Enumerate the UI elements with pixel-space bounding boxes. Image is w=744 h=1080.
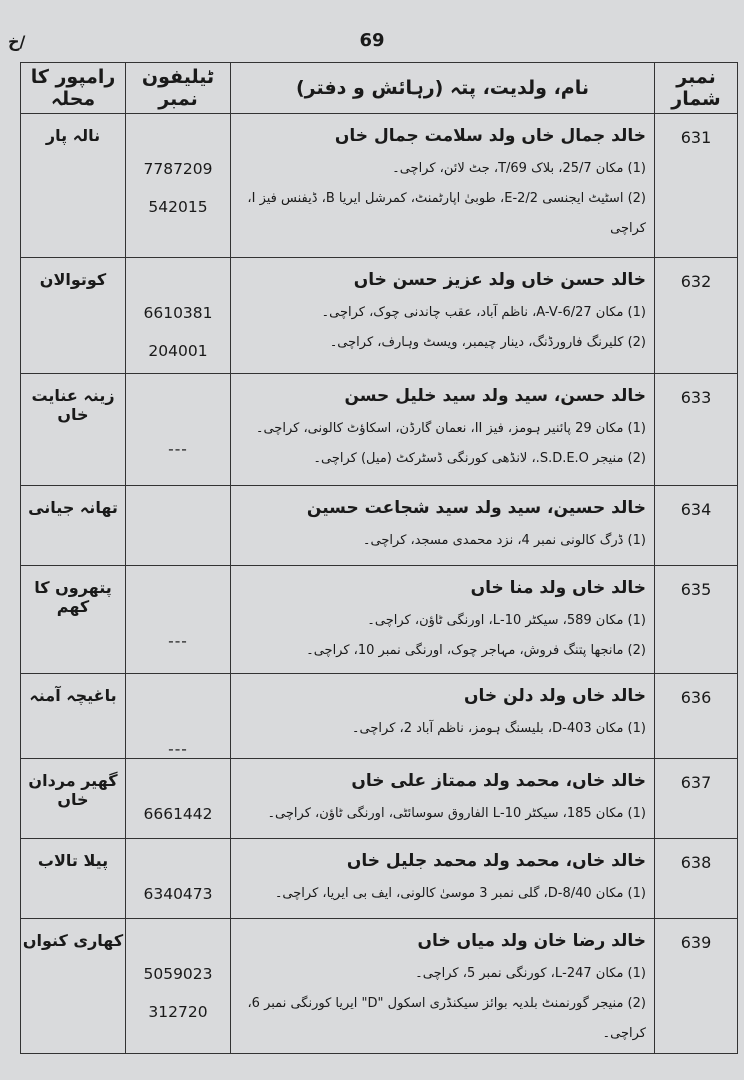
phone-cell (126, 839, 231, 919)
area-name: گھیر مردان خاں (21, 759, 126, 839)
table-row (21, 674, 738, 759)
header-serial: نمبر شمار (655, 63, 738, 114)
phone-number: 204001 (148, 342, 208, 360)
address-line: (1) مکان 6/27-A-V، ناظم آباد، عقب چاندنی چوک، کراچی۔ (321, 305, 646, 320)
phone-number: 5059023 (143, 965, 213, 983)
address-line: (2) اسٹیٹ ایجنسی 2/2-E، طوبیٰ اپارٹمنٹ، کمرشل ایریا B، ڈیفنس فیز I، کراچی (247, 191, 646, 236)
address-line: (1) مکان 185، سیکٹر 10-L الفاروق سوسائٹی، اورنگی ٹاؤن، کراچی۔ (267, 806, 646, 821)
area-name: تھانہ جیانی (21, 486, 126, 566)
phone-number: 6661442 (143, 805, 213, 823)
phone-cell (126, 919, 231, 1054)
serial-number: 638 (655, 839, 738, 919)
name-address-cell (231, 566, 655, 674)
address-line: (1) مکان 247-L، کورنگی نمبر 5، کراچی۔ (415, 966, 646, 981)
area-name: پیلا تالاب (21, 839, 126, 919)
table-row (21, 566, 738, 674)
serial-number: 633 (655, 374, 738, 486)
entry-name: خالد خاں، محمد ولد ممتاز علی خاں (351, 771, 646, 791)
area-name: کوتوالان (21, 258, 126, 374)
name-address-cell (231, 258, 655, 374)
entry-name: خالد رضا خان ولد میاں خاں (417, 931, 646, 951)
address-line: (1) مکان 8/40-D، گلی نمبر 3 موسیٰ کالونی، ایف بی ایریا، کراچی۔ (274, 886, 646, 901)
phone-cell (126, 759, 231, 839)
area-name: کھاری کنواں (21, 919, 126, 1054)
phone-cell (126, 114, 231, 258)
phone-number: 6340473 (143, 885, 213, 903)
serial-number: 637 (655, 759, 738, 839)
entry-name: خالد جمال خاں ولد سلامت جمال خاں (334, 126, 646, 146)
area-name: پتھروں کا کھم (21, 566, 126, 674)
serial-number: 635 (655, 566, 738, 674)
entry-name: خالد خاں ولد منا خاں (470, 578, 646, 598)
serial-number: 632 (655, 258, 738, 374)
phone-cell (126, 566, 231, 674)
address-line: (1) مکان 589، سیکٹر 10-L، اورنگی ٹاؤن، کراچی۔ (367, 613, 646, 628)
phone-number: --- (168, 440, 188, 458)
table-row (21, 919, 738, 1054)
table-row (21, 374, 738, 486)
name-address-cell (231, 759, 655, 839)
name-address-cell (231, 374, 655, 486)
entry-name: خالد خاں ولد دلن خاں (464, 686, 646, 706)
registry-table (20, 62, 738, 1054)
serial-number: 636 (655, 674, 738, 759)
phone-number: --- (168, 740, 188, 758)
address-line: (1) ڈرگ کالونی نمبر 4، نزد محمدی مسجد، کراچی۔ (362, 533, 646, 548)
name-address-cell (231, 839, 655, 919)
name-address-cell (231, 674, 655, 759)
entry-name: خالد حسن خاں ولد عزیز حسن خاں (353, 270, 646, 290)
area-name: نالہ پار (21, 114, 126, 258)
phone-cell (126, 486, 231, 566)
address-line: (1) مکان 403-D، بلیسنگ ہومز، ناظم آباد 2، کراچی۔ (351, 721, 646, 736)
address-line: (2) مانجھا پتنگ فروش، مہاجر چوک، اورنگی نمبر 10، کراچی۔ (306, 643, 646, 658)
phone-number: 7787209 (143, 160, 213, 178)
serial-number: 631 (655, 114, 738, 258)
name-address-cell (231, 114, 655, 258)
phone-number: --- (168, 632, 188, 650)
address-line: (2) منیجر S.D.E.O.، لانڈھی کورنگی ڈسٹرکٹ (میل) کراچی۔ (313, 451, 646, 466)
header-name: نام، ولدیت، پتہ (رہائش و دفتر) (231, 63, 655, 114)
entry-name: خالد خاں، محمد ولد محمد جلیل خاں (346, 851, 646, 871)
table-row (21, 759, 738, 839)
header-row (21, 63, 738, 114)
table-row (21, 839, 738, 919)
corner-mark: خ/ (8, 32, 26, 51)
address-line: (1) مکان 29 پائنیر ہومز، فیز II، نعمان گارڈن، اسکاؤٹ کالونی، کراچی۔ (255, 421, 646, 436)
entry-name: خالد حسن، سید ولد سید خلیل حسن (344, 386, 646, 406)
area-name: زینہ عنایت خاں (21, 374, 126, 486)
name-address-cell (231, 486, 655, 566)
phone-cell (126, 258, 231, 374)
header-phone: ٹیلیفون نمبر (126, 63, 231, 114)
phone-number: 542015 (148, 198, 208, 216)
table-row (21, 486, 738, 566)
name-address-cell (231, 919, 655, 1054)
serial-number: 634 (655, 486, 738, 566)
phone-cell (126, 374, 231, 486)
entry-name: خالد حسین، سید ولد سید شجاعت حسین (306, 498, 646, 518)
phone-cell (126, 674, 231, 759)
address-line: (2) منیجر گورنمنٹ بلدیہ بوائز سیکنڈری اسکول "D" ایریا کورنگی نمبر 6، کراچی۔ (247, 996, 646, 1041)
address-line: (2) کلیرنگ فارورڈنگ، دینار چیمبر، ویسٹ وہارف، کراچی۔ (329, 335, 646, 350)
serial-number: 639 (655, 919, 738, 1054)
page-number: 69 (359, 30, 385, 51)
phone-number: 312720 (148, 1003, 208, 1021)
table-row (21, 258, 738, 374)
table-row (21, 114, 738, 258)
phone-number: 6610381 (143, 304, 213, 322)
header-area: رامپور کا محلہ (21, 63, 126, 114)
area-name: باغیچہ آمنہ (21, 674, 126, 759)
address-line: (1) مکان 25/7، بلاک 69/T، جٹ لائن، کراچی۔ (392, 161, 646, 176)
